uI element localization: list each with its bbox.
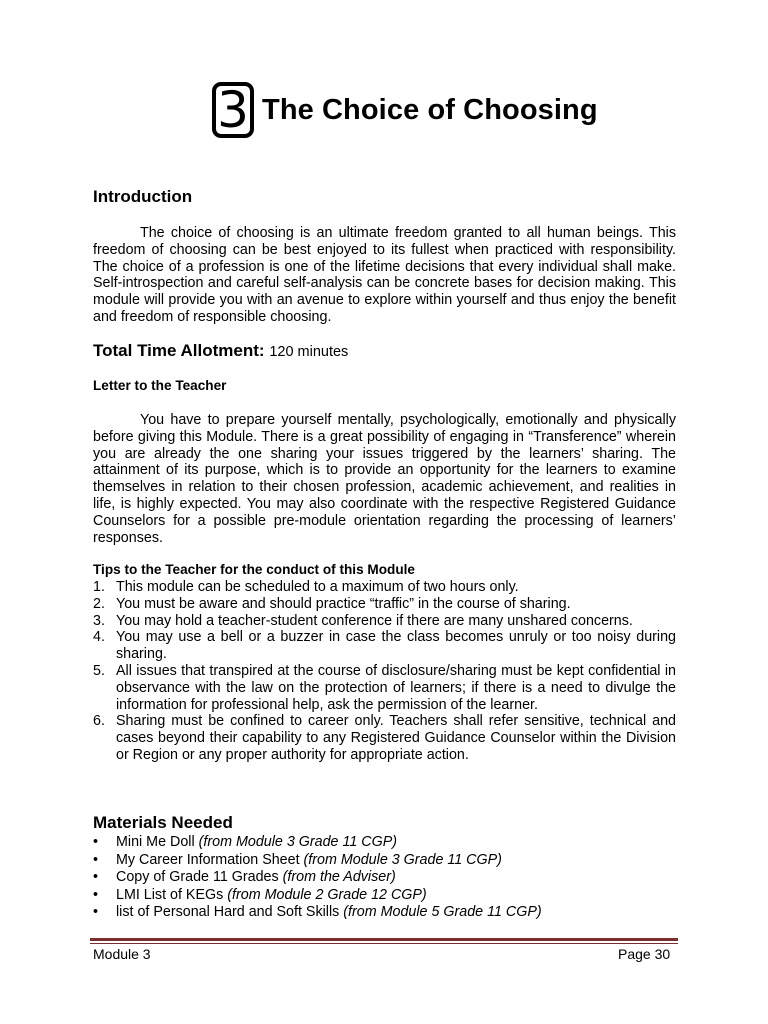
introduction-paragraph: The choice of choosing is an ultimate freedom granted to all human beings. This freedom of choosing can be best enjoyed to its fullest when practiced with responsibility. The choice of a profession is one of the lifetime decisions that every individual shall make. Self-introspection and careful self-analysis can be concrete bases for decision making. This module will provide you with an avenue to explore within yourself and thus enjoy the benefit and freedom of responsible choosing. (93, 225, 676, 325)
footer-divider-thin (90, 943, 678, 944)
time-allotment (93, 341, 348, 361)
list-item: • Mini Me Doll (from Module 3 Grade 11 CGP) (93, 834, 398, 850)
list-item: 3. You may hold a teacher-student conference if there are many unshared concerns. (93, 612, 633, 629)
time-allotment-value: 120 minutes (269, 344, 349, 360)
list-item: • list of Personal Hard and Soft Skills (from Module 5 Grade 11 CGP) (93, 904, 542, 921)
list-item: • My Career Information Sheet (from Module 3 Grade 11 CGP) (93, 851, 502, 868)
bullet-icon: • (93, 886, 99, 903)
list-item: • Copy of Grade 11 Grades (from the Adviser) (93, 869, 396, 886)
time-allotment-label: Total Time Allotment: (93, 341, 265, 360)
bullet-icon: • (93, 834, 99, 850)
module-number-badge: 3 (212, 82, 254, 138)
bullet-icon: • (93, 851, 99, 868)
letter-paragraph: You have to prepare yourself mentally, psychologically, emotionally and physically before giving this Module. There is a great possibility of engaging in “Transference” wherein you are already the one sharing your issues triggered by the learners’ sharing. The attainment of its purpose, which is to provide an opportunity for the learners to examine themselves in relation to their chosen profession, academic achievement, and realities in life, is highly expected. You may also coordinate with the respective Registered Guidance Counselors for a possible pre-module orientation regarding the processing of learners’ responses. (93, 412, 676, 546)
materials-heading: Materials Needed (93, 813, 233, 832)
footer-page-number: Page 30 (618, 946, 671, 962)
module-title (212, 78, 598, 142)
page-title: The Choice of Choosing (262, 93, 598, 126)
list-item: • LMI List of KEGs (from Module 2 Grade 12 CGP) (93, 886, 427, 903)
list-item: 2. You must be aware and should practice “traffic” in the course of sharing. (93, 595, 571, 612)
list-item: 6. Sharing must be confined to career only. Teachers shall refer sensitive, technical and cases beyond their capability to any Registered Guidance Counselor within the Division or Region or any proper authority for appropriate action. (93, 713, 676, 763)
list-item: 5. All issues that transpired at the course of disclosure/sharing must be kept confidential in observance with the law on the protection of learners; if there is a need to divulge the information for professional help, ask the permission of the learner. (93, 662, 676, 713)
footer-divider (90, 938, 678, 941)
tips-heading: Tips to the Teacher for the conduct of this Module (93, 562, 415, 577)
introduction-heading: Introduction (93, 187, 193, 206)
tips-list (93, 579, 676, 764)
bullet-icon: • (93, 869, 99, 886)
list-item: 1. This module can be scheduled to a maximum of two hours only. (93, 579, 519, 595)
footer-module-label: Module 3 (93, 946, 151, 962)
materials-list (93, 834, 676, 922)
list-item: 4. You may use a bell or a buzzer in case the class becomes unruly or too noisy during sharing. (93, 629, 676, 663)
letter-heading: Letter to the Teacher (93, 378, 227, 393)
bullet-icon: • (93, 904, 99, 921)
